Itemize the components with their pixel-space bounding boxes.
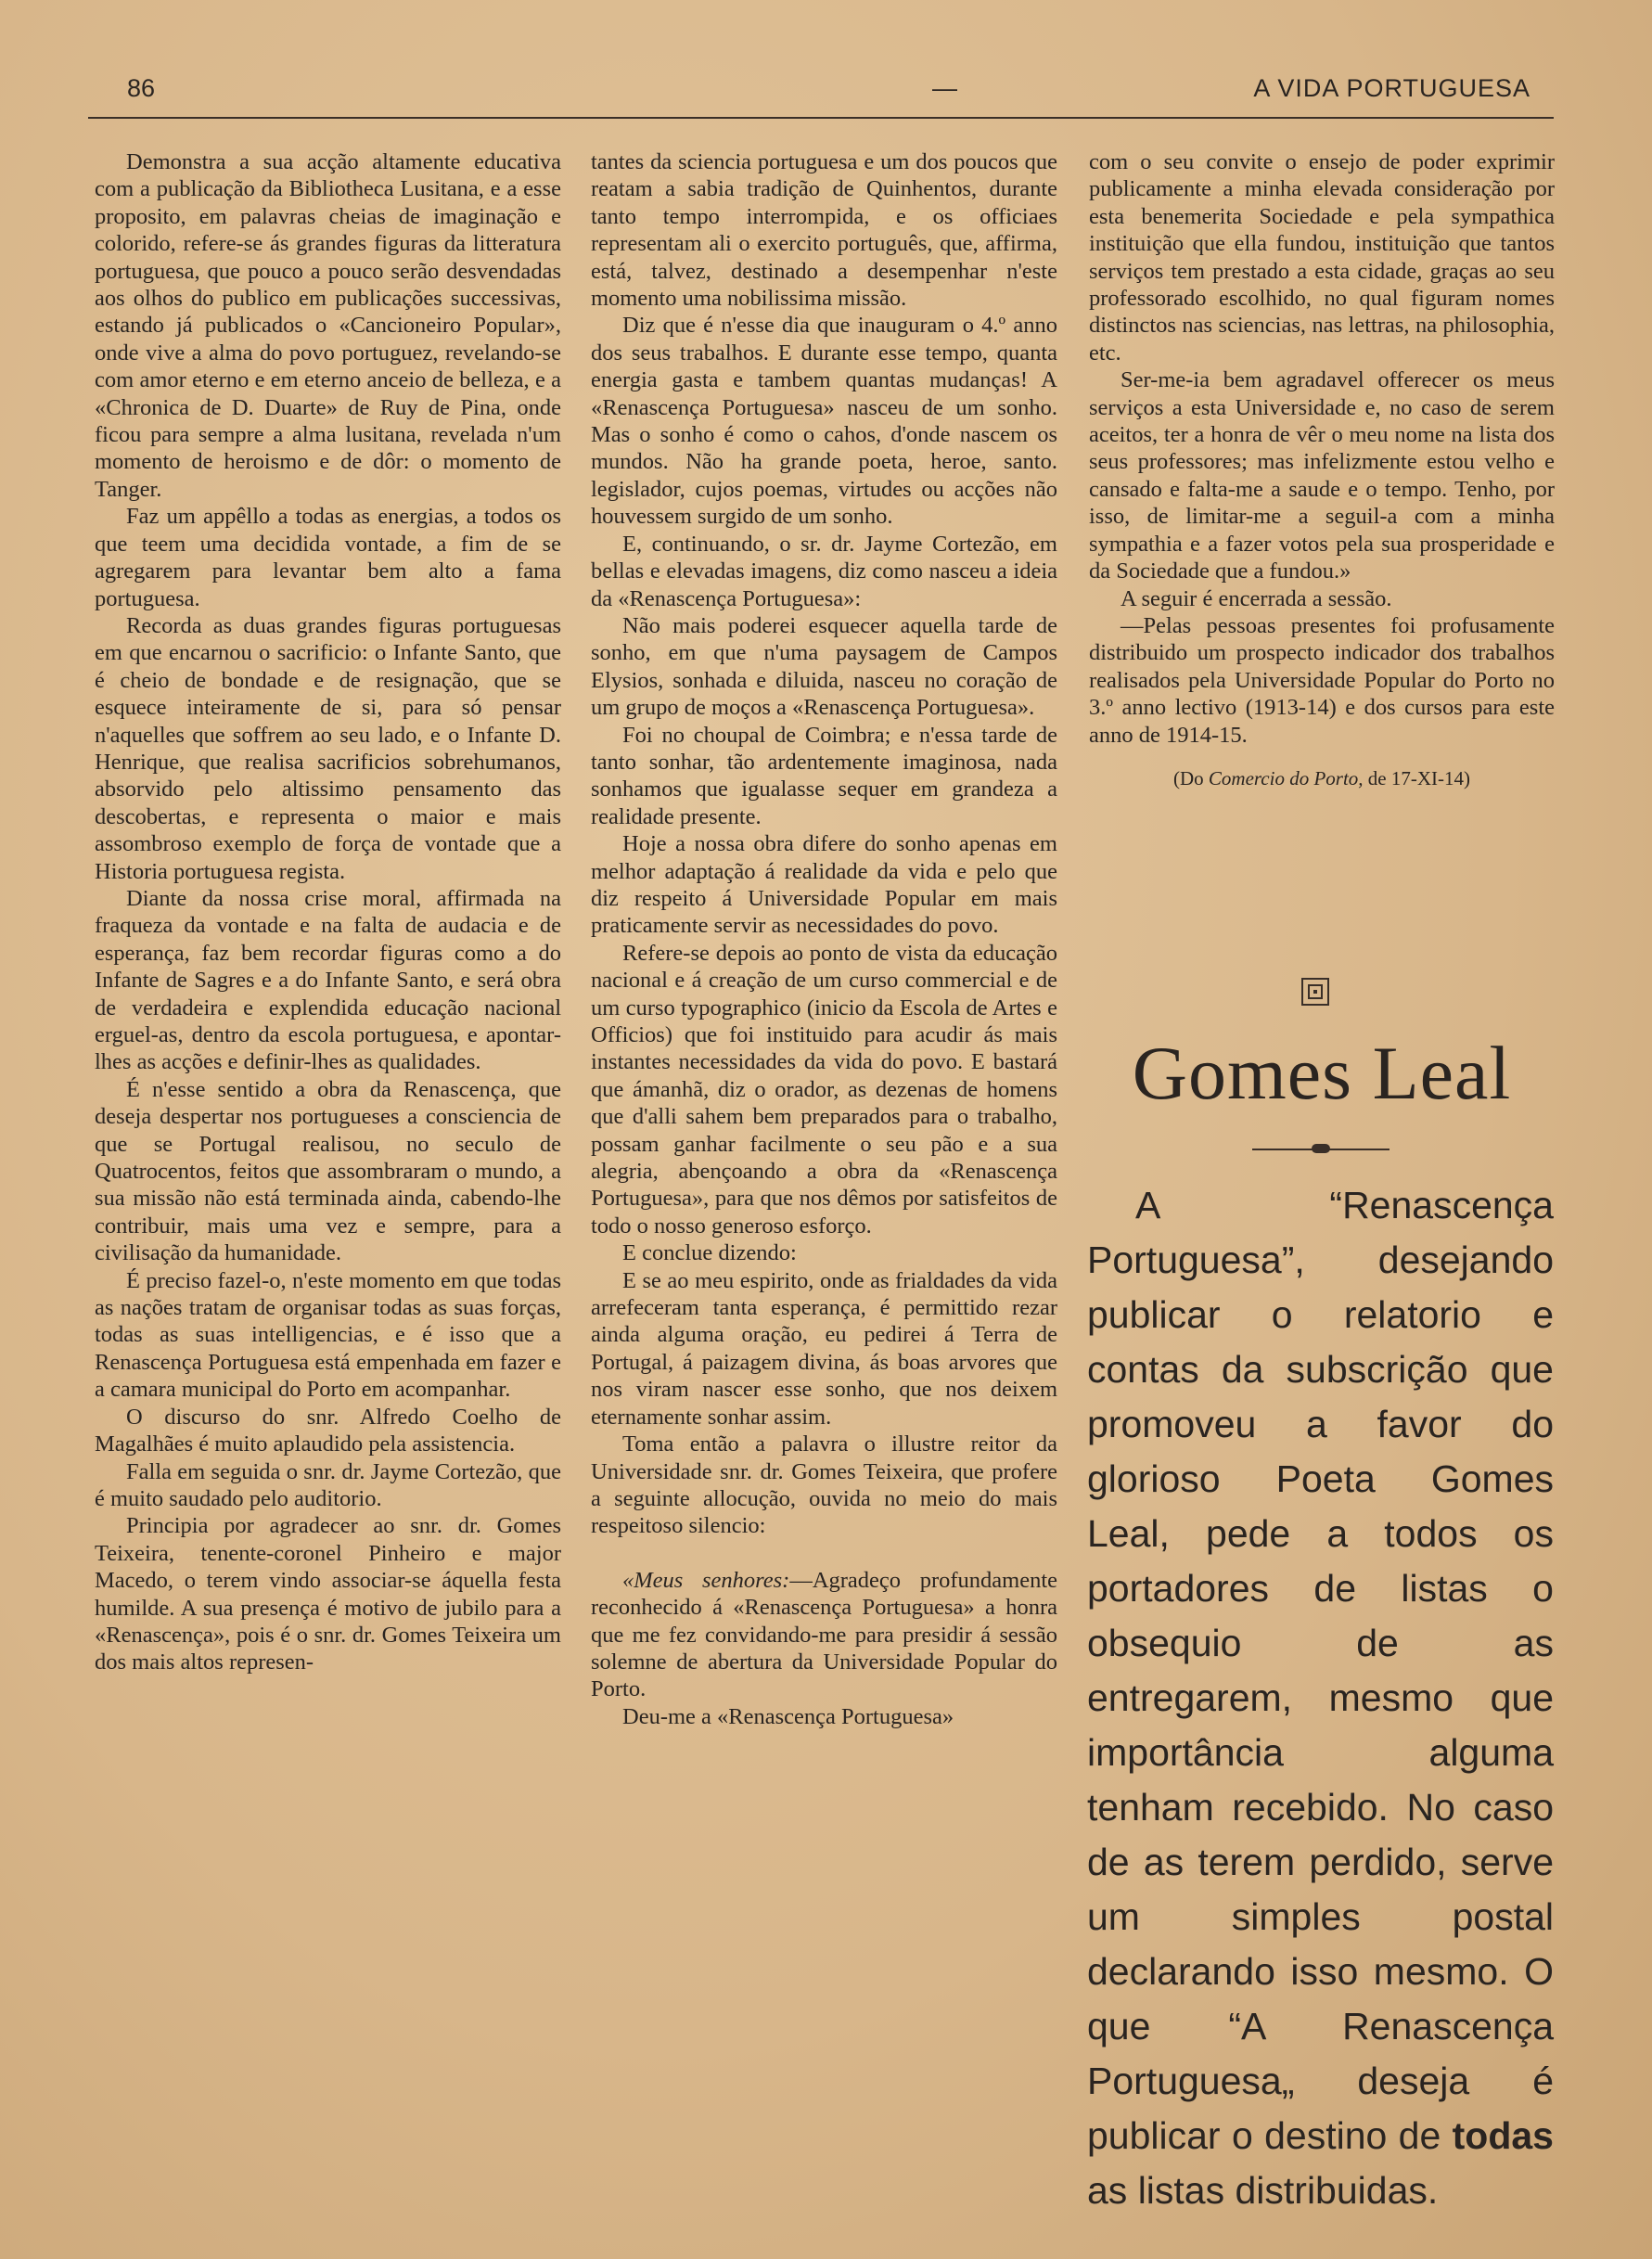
credit-open: (Do [1172,766,1209,789]
page-number: 86 [127,74,156,102]
gomes-leal-notice [1087,1178,1554,2218]
paragraph: Refere-se depois ao ponto de vista da educação nacional e á creação de um curso commercial e de um curso typographico (inicio da Escola de Artes e Officios) que foi instituido para acudir ás mais instantes necessidades da vida do povo. E bastará que ámanhã, diz o orador, as dezenas de homens que d'alli sahem bem preparados para o trabalho, possam ganhar facilmente o seu pão e a sua alegria, abençoando a obra da «Renascença Portuguesa», para que nos dêmos por satisfeitos de todo o nosso generoso esforço. [591,940,1057,1239]
credit-date: de 17-XI-14) [1363,766,1471,789]
credit-source: Comercio do Porto, [1208,766,1364,789]
paragraph: Ser-me-ia bem agradavel offerecer os meus serviços a esta Universidade e, no caso de serem aceitos, ter a honra de vêr o meu nome na lista dos seus professores; mas infelizmente estou velho e cansado e falta-me a saude e o tempo. Tenho, por isso, de limitar-me a seguil-a com a minha sympathia e a fazer votos pela sua prosperidade e da Sociedade que a fundou.» [1089,367,1555,584]
running-title: A VIDA PORTUGUESA [1253,74,1530,102]
paragraph: A seguir é encerrada a sessão. [1121,585,1392,611]
paragraph: Não mais poderei esquecer aquella tarde de sonho, em que n'uma paysagem de Campos Elysios, sonhada e diluida, nasceu no coração de um grupo de moços a «Renascença Portuguesa». [591,612,1057,721]
paragraph: —Pelas pessoas presentes foi profusamente distribuido um prospecto indicador dos trabalhos realisados pela Universidade Popular do Porto no 3.º anno lectivo (1913-14) e dos cursos para este anno de 1914-15. [1089,612,1555,748]
paragraph: Diz que é n'esse dia que inauguram o 4.º anno dos seus trabalhos. E durante esse tempo, quanta energia gasta e tambem quantas mudanças! A «Renascença Portuguesa» nasceu de um sonho. Mas o sonho é como o cahos, d'onde nascem os mundos. Não ha grande poeta, heroe, santo. legislador, cujos poemas, virtudes ou acções não houvessem surgido de um sonho. [591,313,1057,530]
paragraph: Principia por agradecer ao snr. dr. Gomes Teixeira, tenente-coronel Pinheiro e major Macedo, o terem vindo associar-se áquella festa humilde. A sua presença é motivo de jubilo para a «Renascença», pois é o snr. dr. Gomes Teixeira um dos mais altos represen- [95,1513,561,1675]
divider-ornament-icon [1312,1144,1330,1153]
paragraph: Hoje a nossa obra difere do sonho apenas em melhor adaptação á realidade da vida e pelo que diz respeito á Universidade Popular em mais praticamente servir as necessidades do povo. [591,831,1057,939]
paragraph: Deu-me a «Renascença Portuguesa» [622,1703,954,1729]
article-title: Gomes Leal [1132,1031,1512,1115]
paragraph: Toma então a palavra o illustre reitor da Universidade snr. dr. Gomes Teixeira, que profere a seguinte allocução, ouvida no meio do mais respeitoso silencio: [591,1431,1057,1539]
column-left [95,148,561,1676]
speech-text: —Agradeço profundamente reconhecido á «Renascença Portuguesa» a honra que me fez convidando-me para presidir á sessão solemne de abertura da Universidade Popular do Porto. [591,1567,1058,1702]
paragraph: É n'esse sentido a obra da Renascença, que deseja despertar nos portugueses a consciencia de que se Portugal realisou, no seculo de Quatrocentos, feitos que assombraram o mundo, a sua missão não está terminada ainda, cabendo-lhe contribuir, mais uma vez e sempre, para a civilisação da humanidade. [95,1076,561,1266]
paragraph: Falla em seguida o snr. dr. Jayme Cortezão, que é muito saudado pelo auditorio. [95,1458,561,1511]
paragraph: E, continuando, o sr. dr. Jayme Cortezão, em bellas e elevadas imagens, diz como nasceu a ideia da «Renascença Portuguesa»: [591,531,1057,611]
speech-salutation: «Meus senhores: [622,1567,790,1593]
page-header [88,74,1554,119]
ornament-icon [1301,978,1329,1006]
notice-text-end: as listas distribuidas. [1087,2169,1439,2212]
paragraph: Faz um appêllo a todas as energias, a todos os que teem uma decidida vontade, a fim de se agregarem para levantar bem alto a fama portuguesa. [95,504,561,611]
speech-opening [591,1567,1057,1703]
notice-emphasis: todas [1452,2114,1554,2157]
paragraph: Foi no choupal de Coimbra; e n'essa tarde de tanto sonhar, tão ardentemente imaginosa, nada sonhamos que igualasse sequer em grandeza a realidade presente. [591,722,1057,829]
paragraph: O discurso do snr. Alfredo Coelho de Magalhães é muito aplaudido pela assistencia. [95,1404,561,1457]
paragraph: E se ao meu espirito, onde as frialdades da vida arrefeceram tanta esperança, é permittido rezar ainda alguma oração, eu pedirei á Terra de Portugal, á paizagem divina, ás boas arvores que nos viram nascer esse sonho, que nos deixem eternamente sonhar assim. [591,1267,1057,1430]
column-right [1089,148,1555,792]
paragraph: Demonstra a sua acção altamente educativa com a publicação da Bibliotheca Lusitana, e a esse proposito, em palavras cheias de imaginação e colorido, refere-se ás grandes figuras da litteratura portuguesa, que pouco a pouco serão desvendadas aos olhos do publico em publicações successivas, estando já publicados o «Cancioneiro Popular», onde vive a alma do povo portuguez, revelando-se com amor eterno e em eterno anceio de belleza, e a «Chronica de D. Duarte» de Ruy de Pina, onde ficou para sempre a alma lusitana, revelada n'um momento de heroismo e de dôr: o momento de Tanger. [95,149,561,502]
source-credit [1089,765,1555,792]
paragraph: E conclue dizendo: [622,1240,797,1266]
paragraph: É preciso fazel-o, n'este momento em que todas as nações tratam de organisar todas as suas forças, todas as suas intelligencias, e é isso que a Renascença Portuguesa está empenhada em fazer e a camara municipal do Porto em acompanhar. [95,1267,561,1403]
header-dash: — [932,74,957,102]
paragraph: Diante da nossa crise moral, affirmada na fraqueza da vontade e na falta de audacia e de esperança, faz bem recordar figuras como a do Infante de Sagres e a do Infante Santo, e será obra de verdadeira e explendida educação nacional erguel-as, dentro da escola portuguesa, e apontar-lhes as acções e definir-lhes as qualidades. [95,885,561,1075]
paragraph: tantes da sciencia portuguesa e um dos poucos que reatam a sabia tradição de Quinhentos, durante tanto tempo interrompida, e os officiaes representam ali o exercito português, que, affirma, está, talvez, destinado a desempenhar n'este momento uma nobilissima missão. [591,149,1057,312]
paragraph: Recorda as duas grandes figuras portuguesas em que encarnou o sacrificio: o Infante Santo, que é cheio de bondade e de resignação, que se esquece inteiramente de si, para só pensar n'aquelles que soffrem ao seu lado, e o Infante D. Henrique, que realisa sacrificios sobrehumanos, absorvido pelo altissimo pensamento das descobertas, e representa o maior e mais assombroso exemplo de força de vontade que a Historia portuguesa regista. [95,612,561,884]
notice-text: A “Renascença Portuguesa”, desejando publicar o relatorio e contas da subscrição que promoveu a favor do glorioso Poeta Gomes Leal, pede a todos os portadores de listas o obsequio de as entregarem, mesmo que importância alguma tenham recebido. No caso de as terem perdido, serve um simples postal declarando isso mesmo. O que “A Renascença Portuguesa„ deseja é publicar o destino de [1087,1184,1554,2157]
column-middle [591,148,1057,1730]
paragraph: com o seu convite o ensejo de poder exprimir publicamente a minha elevada consideração por esta benemerita Sociedade e pela sympathica instituição que ella fundou, instituição que tantos serviços tem prestado a esta cidade, graças ao seu professorado escolhido, no qual figuram nomes distinctos nas sciencias, nas lettras, na philosophia, etc. [1089,149,1555,366]
